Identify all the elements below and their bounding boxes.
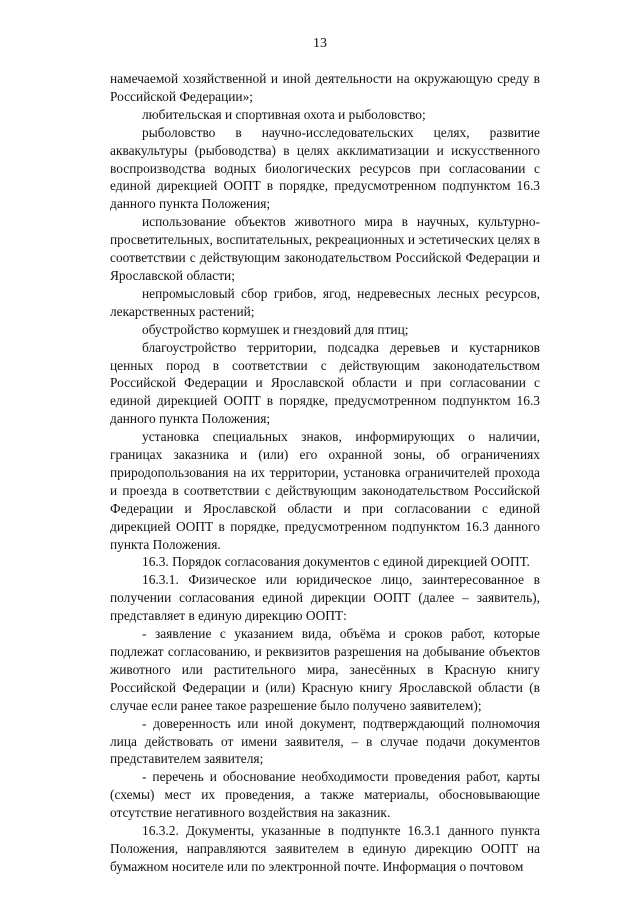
paragraph: 16.3.2. Документы, указанные в подпункте 16.3.1 данного пункта Положения, направляются заявителем в единую дирекцию ООПТ на бумажном носителе или по электронной почте. Информация о почтовом <box>110 823 540 874</box>
document-body <box>110 70 540 876</box>
section-heading: 16.3. Порядок согласования документов с единой дирекцией ООПТ. <box>142 554 530 570</box>
list-item: - перечень и обоснование необходимости проведения работ, карты (схемы) мест их проведения, а также материалы, обосновывающие отсутствие негативного воздействия на заказник. <box>110 769 540 821</box>
list-item: - заявление с указанием вида, объёма и сроков работ, которые подлежат согласованию, и реквизитов разрешения на добывание объектов животного или растительного мира, занесённых в Красную книгу Российской Федерации и (или) Красную книгу Ярославской области (в случае если ранее такое разрешение было получено заявителем); <box>110 626 540 713</box>
paragraph: непромысловый сбор грибов, ягод, недревесных лесных ресурсов, лекарственных растений; <box>110 285 540 319</box>
paragraph: рыболовство в научно-исследовательских целях, развитие аквакультуры (рыбоводства) в целях акклиматизации и искусственного воспроизводства водных биологических ресурсов при согласовании с единой дирекцией ООПТ в порядке, предусмотренном подпунктом 16.3 данного пункта Положения; <box>110 124 540 212</box>
paragraph: установка специальных знаков, информирующих о наличии, границах заказника и (или) его охранной зоны, об ограничениях природопользования на их территории, установка ограничителей прохода и проезда в соответствии с действующим законодательством Российской Федерации и Ярославской области и при согласовании с единой дирекцией ООПТ в порядке, предусмотренном подпунктом 16.3 данного пункта Положения. <box>110 429 540 552</box>
page-number: 13 <box>313 36 327 51</box>
list-item: - доверенность или иной документ, подтверждающий полномочия лица действовать от имени заявителя, – в случае подачи документов представителем заявителя; <box>110 715 540 767</box>
paragraph: любительская и спортивная охота и рыболовство; <box>142 106 426 122</box>
paragraph: 16.3.1. Физическое или юридическое лицо, заинтересованное в получении согласования единой дирекции ООПТ (далее – заявитель), представляет в единую дирекцию ООПТ: <box>110 572 540 624</box>
paragraph: намечаемой хозяйственной и иной деятельности на окружающую среду в Российской Федерации»; <box>110 71 540 104</box>
paragraph: обустройство кормушек и гнездовий для птиц; <box>142 321 409 337</box>
paragraph: благоустройство территории, подсадка деревьев и кустарников ценных пород в соответствии с действующим законодательством Российской Федерации и Ярославской области и при согласовании с единой дирекцией ООПТ в порядке, предусмотренном подпунктом 16.3 данного пункта Положения; <box>110 339 540 427</box>
paragraph: использование объектов животного мира в научных, культурно-просветительных, воспитательных, рекреационных и эстетических целях в соответствии с действующим законодательством Российской Федерации и Ярославской области; <box>110 214 540 283</box>
